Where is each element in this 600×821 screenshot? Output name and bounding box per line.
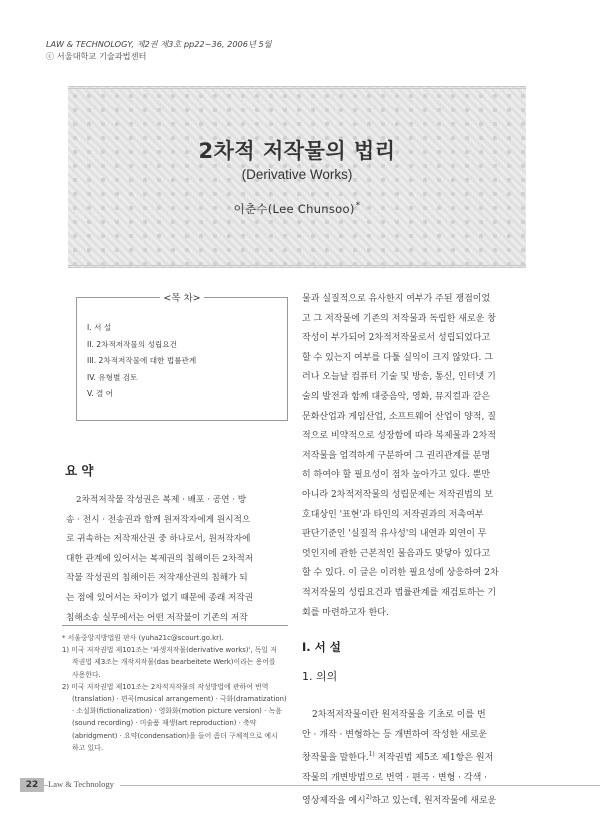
page-number: 22 [20, 778, 44, 792]
author-footnote-mark: * [355, 201, 361, 211]
toc-heading: <목 차> [76, 290, 288, 304]
toc-item: III. 2차적저작물에 대한 법률관계 [87, 356, 197, 365]
abstract-line: 2차적저작물 작성권은 복제 · 배포 · 공연 · 방 [76, 495, 247, 505]
body-line: 술의 발전과 함께 대중음악, 영화, 뮤지컬과 같은 [302, 391, 491, 402]
left-column [60, 290, 288, 628]
body-line: 할 수 있는지 여부를 다툴 실익이 크지 않았다. 그 [302, 352, 493, 363]
body-line: 작물의 개변방법으로 번역 · 편곡 · 변형 · 각색 · [302, 772, 487, 783]
body-line: 저작물을 엄격하게 구분하여 그 권리관계를 분명 [302, 450, 491, 461]
body-line: 판단기준인 '실질적 유사성'의 내연과 외연이 무 [302, 529, 487, 540]
body-line: 고 그 저작물에 기존의 저작물과 독립한 새로운 창 [302, 313, 496, 324]
footnote-line: 사용한다. [72, 670, 101, 679]
article-subtitle: (Derivative Works) [241, 167, 353, 182]
footnote-line: 1) 미국 저작권법 제101조는 '파생저작물(derivative works)', 독일 저 [62, 646, 277, 655]
body-line: 안 · 개작 · 변형하는 등 개변하여 작성한 새로운 [302, 729, 488, 740]
author-line [68, 201, 526, 217]
journal-citation: LAW & TECHNOLOGY, 제2권 제3호 pp22~36, 2006년 5월 [46, 39, 272, 49]
subsection-heading-meaning: 1. 의의 [302, 670, 338, 684]
journal-header [46, 38, 272, 62]
toc-item: I. 서 설 [87, 323, 112, 332]
body-line: 적으로 비약적으로 성장함에 따라 복제물과 2차적 [302, 431, 496, 442]
footnote-line: 하고 있다. [72, 743, 104, 752]
body-line: 작성이 부가되어 2차적저작물로서 성립되었다고 [302, 333, 491, 344]
copyright-notice: ⓒ 서울대학교 기술과법센터 [46, 51, 147, 61]
abstract-line: 송 · 전시 · 전송권과 함께 원저작자에게 원시적으 [66, 514, 251, 525]
footnote-line: · 소설화(fictionalization) · 영화화(motion picture version) · 녹음 [72, 707, 282, 716]
abstract-line: 는 점에 있어서는 차이가 없기 때문에 종래 저작권 [66, 592, 254, 603]
abstract-line: 침해소송 실무에서는 어떤 저작물이 기존의 저작 [66, 612, 248, 623]
body-line: 창작물을 말한다.$^{1)}$ 저작권법 제5조 제1항은 원저 [302, 751, 494, 764]
title-banner [68, 86, 526, 268]
toc-item: V. 결 어 [87, 389, 114, 398]
footnote-line: (abridgment) · 요약(condensation)을 들어 좀더 구체적으로 예시 [72, 731, 278, 740]
body-line: 할 수 있다. 이 글은 이러한 필요성에 상응하여 2차 [302, 568, 499, 579]
intro-body [302, 290, 546, 623]
body-line: 아니라 2차적저작물의 성립문제는 저작권법의 보 [302, 489, 494, 500]
footnote-line: (sound recording) · 미술품 재생(art reproduction) · 축약 [72, 719, 257, 728]
body-line: 러나 오늘날 컴퓨터 기술 및 방송, 통신, 인터넷 기 [302, 372, 496, 383]
footnote-reference[interactable]: 2) [365, 794, 372, 802]
body-line: 호대상인 '표현'과 타인의 저작권과의 저촉여부 [302, 509, 484, 520]
footnote-line: (translation) · 편곡(musical arrangement) · 극화(dramatization) [72, 695, 287, 704]
toc-item: IV. 유형별 검토 [87, 372, 138, 382]
abstract-line: 작물 작성권의 침해이든 저작재산권의 침해가 되 [66, 573, 248, 584]
section-heading-introduction: I. 서 설 [302, 640, 341, 655]
body-line: 적저작물의 성립요건과 법률관계를 재검토하는 기 [302, 587, 497, 598]
body-line: 영상제작을 예시$^{2)}$하고 있는데, 원저작물에 새로운 [302, 794, 497, 807]
abstract-heading: 요 약 [65, 463, 94, 478]
footnote-reference[interactable]: 1) [368, 751, 375, 759]
page-footer [0, 778, 600, 792]
body-line: 문화산업과 게임산업, 소프트웨어 산업이 양적, 질 [302, 411, 496, 422]
section-1-body [302, 706, 546, 812]
abstract-line: 대한 관계에 있어서는 복제권의 침해이든 2차적저 [66, 553, 254, 564]
footnote-line: 작권법 제3조는 개작저작물(das bearbeitete Werk)이라는 용어를 [72, 658, 276, 667]
article-title: 2차적 저작물의 법리 [198, 139, 396, 163]
footnote-line: 2) 미국 저작권법 제101조는 2차적저작물의 작성방법에 관하여 번역 [62, 682, 269, 691]
body-line: 엇인지에 관한 근본적인 물음과도 맞닿아 있다고 [302, 548, 491, 559]
author-name: 이춘수(Lee Chunsoo) [233, 202, 355, 216]
body-line: 2차적저작물이란 원저작물을 기초로 이를 번 [312, 710, 486, 721]
footer-rule [44, 785, 600, 786]
body-line: 히 하여야 할 필요성이 점차 높아가고 있다. 뿐만 [302, 470, 491, 481]
right-column [302, 290, 546, 812]
table-of-contents [76, 297, 288, 421]
toc-item: II. 2차적저작물의 성립요건 [87, 339, 177, 349]
abstract-line: 로 귀속하는 저작재산권 중 하나로서, 원저작자에 [66, 534, 251, 545]
abstract-body [66, 491, 288, 628]
body-line: 물과 실질적으로 유사한지 여부가 주된 쟁점이었 [302, 294, 491, 304]
footer-journal-name: Law & Technology [48, 779, 120, 789]
footnote-line: * 서울중앙지방법원 판사 (yuha21c@scourt.go.kr). [62, 634, 224, 642]
footnotes [62, 625, 288, 754]
body-line: 회를 마련하고자 한다. [302, 607, 389, 618]
